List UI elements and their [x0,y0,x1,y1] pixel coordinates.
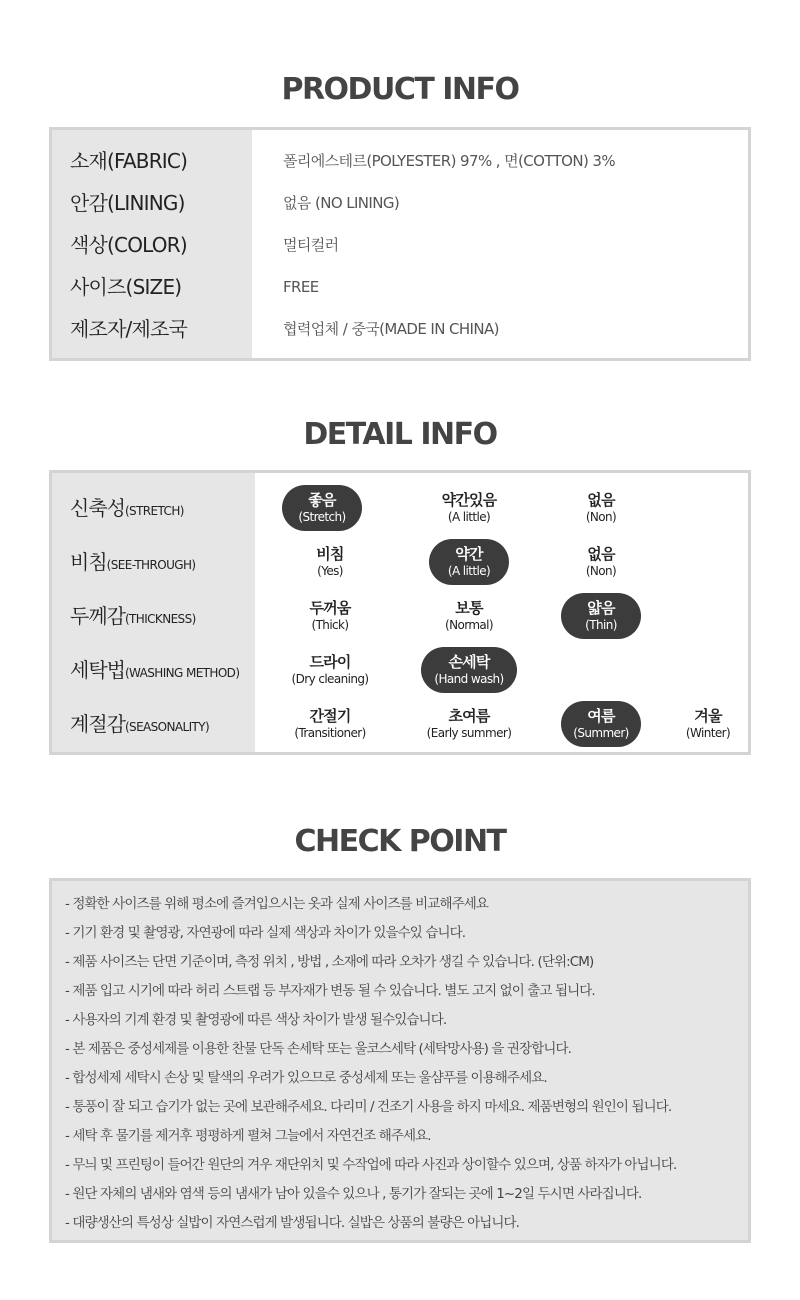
season-option-winter [668,701,748,747]
option-en: (Winter) [685,726,731,740]
thickness-option-normal [429,593,509,639]
season-option-summer [561,701,641,747]
seasonality-label-en: (SEASONALITY) [124,720,210,734]
option-ko: 약간있음 [441,491,497,509]
check-point-line: - 세탁 후 물기를 제거후 평평하게 펼쳐 그늘에서 자연건조 해주세요. [65,1128,431,1144]
check-point-line: - 무늬 및 프린팅이 들어간 원단의 겨우 재단위치 및 수작업에 따라 사진과 상이할수 있으며, 상품 하자가 아닙니다. [65,1157,677,1173]
thickness-label-en: (THICKNESS) [124,612,196,626]
option-en: (A little) [447,564,491,578]
check-point-line: - 통풍이 잘 되고 습기가 없는 곳에 보관해주세요. 다리미 / 건조기 사용을 하지 마세요. 제품변형의 원인이 됩니다. [65,1099,672,1115]
thickness-label-ko: 두께감 [70,604,125,628]
size-value: FREE [283,278,319,296]
product-info-title: PRODUCT INFO [281,72,519,107]
washing-method-label-en: (WASHING METHOD) [124,666,240,680]
option-ko: 여름 [587,707,615,725]
see-through-label-en: (SEE-THROUGH) [106,558,196,572]
check-point-line: - 정확한 사이즈를 위해 평소에 즐겨입으시는 옷과 실제 사이즈를 비교해주세요 [65,896,489,912]
washing-method-label [70,643,239,697]
check-point-box [49,878,751,1243]
color-label: 색상(COLOR) [70,233,187,257]
manufacturer-value: 협력업체 / 중국(MADE IN CHINA) [283,320,499,338]
stretch-option-non [561,485,641,531]
product-info-row-lining [52,182,748,224]
stretch-label-en: (STRETCH) [124,504,184,518]
option-ko: 비침 [316,545,344,563]
option-en: (A little) [447,510,491,524]
option-en: (Thin) [585,618,617,632]
option-ko: 없음 [587,545,615,563]
see-through-option-yes [290,539,370,585]
washing-option-dry-cleaning [282,647,378,693]
product-info-row-fabric [52,140,748,182]
see-through-option-a-little [429,539,509,585]
season-option-transitioner [282,701,378,747]
product-info-table [49,127,751,361]
check-point-line: - 기기 환경 및 촬영광, 자연광에 따라 실제 색상과 차이가 있을수있 습니다. [65,925,466,941]
fabric-value: 폴리에스테르(POLYESTER) 97% , 면(COTTON) 3% [283,152,616,170]
thickness-option-thin [561,593,641,639]
product-info-row-size [52,266,748,308]
product-info-row-color [52,224,748,266]
option-ko: 좋음 [308,491,336,509]
size-label: 사이즈(SIZE) [70,275,182,299]
option-ko: 겨울 [694,707,722,725]
check-point-title: CHECK POINT [294,824,506,859]
option-ko: 드라이 [309,653,351,671]
option-en: (Non) [585,564,617,578]
seasonality-label-ko: 계절감 [70,712,125,736]
thickness-label [70,589,196,643]
check-point-line: - 본 제품은 중성세제를 이용한 찬물 단독 손세탁 또는 울코스세탁 (세탁망사용) 을 권장합니다. [65,1041,572,1057]
option-ko: 보통 [455,599,483,617]
check-point-line: - 사용자의 기계 환경 및 촬영광에 따른 색상 차이가 발생 될수있습니다. [65,1012,447,1028]
product-info-row-manufacturer [52,308,748,350]
option-ko: 간절기 [309,707,351,725]
option-en: (Stretch) [298,510,346,524]
lining-value: 없음 (NO LINING) [283,194,400,212]
check-point-line: - 합성세제 세탁시 손상 및 탈색의 우려가 있으므로 중성세제 또는 울샴푸를 이용해주세요. [65,1070,547,1086]
option-ko: 초여름 [448,707,490,725]
detail-info-table [49,470,751,755]
see-through-label [70,535,195,589]
option-en: (Early summer) [426,726,512,740]
see-through-option-non [561,539,641,585]
manufacturer-label: 제조자/제조국 [70,317,188,341]
option-en: (Normal) [445,618,493,632]
season-option-early-summer [421,701,517,747]
washing-option-hand-wash [421,647,517,693]
option-ko: 없음 [587,491,615,509]
check-point-line: - 제품 사이즈는 단면 기준이며, 측정 위치 , 방법 , 소재에 따라 오차가 생길 수 있습니다. (단위:CM) [65,954,594,970]
option-ko: 두꺼움 [309,599,351,617]
option-en: (Thick) [311,618,349,632]
option-en: (Dry cleaning) [291,672,369,686]
check-point-line: - 원단 자체의 냄새와 염색 등의 냄새가 남아 있을수 있으나 , 통기가 잘되는 곳에 1~2일 두시면 사라집니다. [65,1186,642,1202]
lining-label: 안감(LINING) [70,191,185,215]
fabric-label: 소재(FABRIC) [70,149,188,173]
stretch-option-a-little [429,485,509,531]
seasonality-label [70,697,209,751]
option-ko: 약간 [455,545,483,563]
check-point-line: - 제품 입고 시기에 따라 허리 스트랩 등 부자재가 변동 될 수 있습니다. 별도 고지 없이 출고 됩니다. [65,983,595,999]
washing-method-label-ko: 세탁법 [70,658,125,682]
option-en: (Non) [585,510,617,524]
option-ko: 얇음 [587,599,615,617]
see-through-label-ko: 비침 [70,550,107,574]
color-value: 멀티컬러 [283,236,339,254]
stretch-option-stretch [282,485,362,531]
option-en: (Transitioner) [294,726,366,740]
stretch-label-ko: 신축성 [70,496,125,520]
thickness-option-thick [290,593,370,639]
detail-info-title: DETAIL INFO [303,417,497,452]
option-en: (Summer) [573,726,629,740]
stretch-label [70,481,184,535]
check-point-line: - 대량생산의 특성상 실밥이 자연스럽게 발생됩니다. 실밥은 상품의 불량은 아닙니다. [65,1215,520,1231]
option-ko: 손세탁 [448,653,490,671]
option-en: (Yes) [317,564,343,578]
option-en: (Hand wash) [434,672,504,686]
